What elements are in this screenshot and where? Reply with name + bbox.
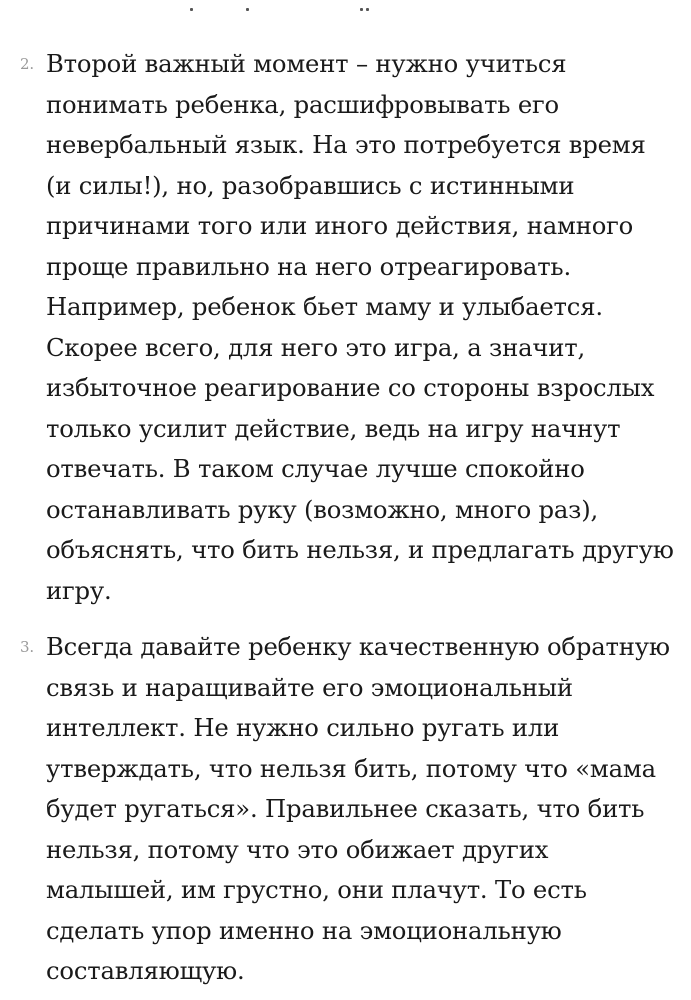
cut-off-mark bbox=[190, 8, 193, 11]
list-item bbox=[0, 627, 691, 992]
previous-item-cutoff bbox=[0, 0, 691, 20]
cut-off-mark bbox=[366, 8, 369, 11]
list-item-text: Всегда давайте ребенку качественную обратную связь и наращивайте его эмоциональный интеллект. Не нужно сильно ругать или утверждать, что нельзя бить, потому что «мама будет ругаться». Правильнее сказать, что бить нельзя, потому что это обижает других малышей, им грустно, они плачут. То есть сделать упор именно на эмоциональную составляющую. bbox=[46, 632, 670, 985]
list-item-number: 3. bbox=[20, 638, 34, 656]
cut-off-mark bbox=[246, 8, 249, 11]
list-item-number: 2. bbox=[20, 55, 34, 73]
cut-off-mark bbox=[360, 8, 363, 11]
list-item bbox=[0, 44, 691, 611]
list-item-text: Второй важный момент – нужно учиться понимать ребенка, расшифровывать его невербальный язык. На это потребуется время (и силы!), но, разобравшись с истинными причинами того или иного действия, намного проще правильно на него отреагировать. Например, ребенок бьет маму и улыбается. Скорее всего, для него это игра, а значит, избыточное реагирование со стороны взрослых только усилит действие, ведь на игру начнут отвечать. В таком случае лучше спокойно останавливать руку (возможно, много раз), объяснять, что бить нельзя, и предлагать другую игру. bbox=[46, 49, 674, 605]
numbered-list bbox=[0, 44, 691, 992]
